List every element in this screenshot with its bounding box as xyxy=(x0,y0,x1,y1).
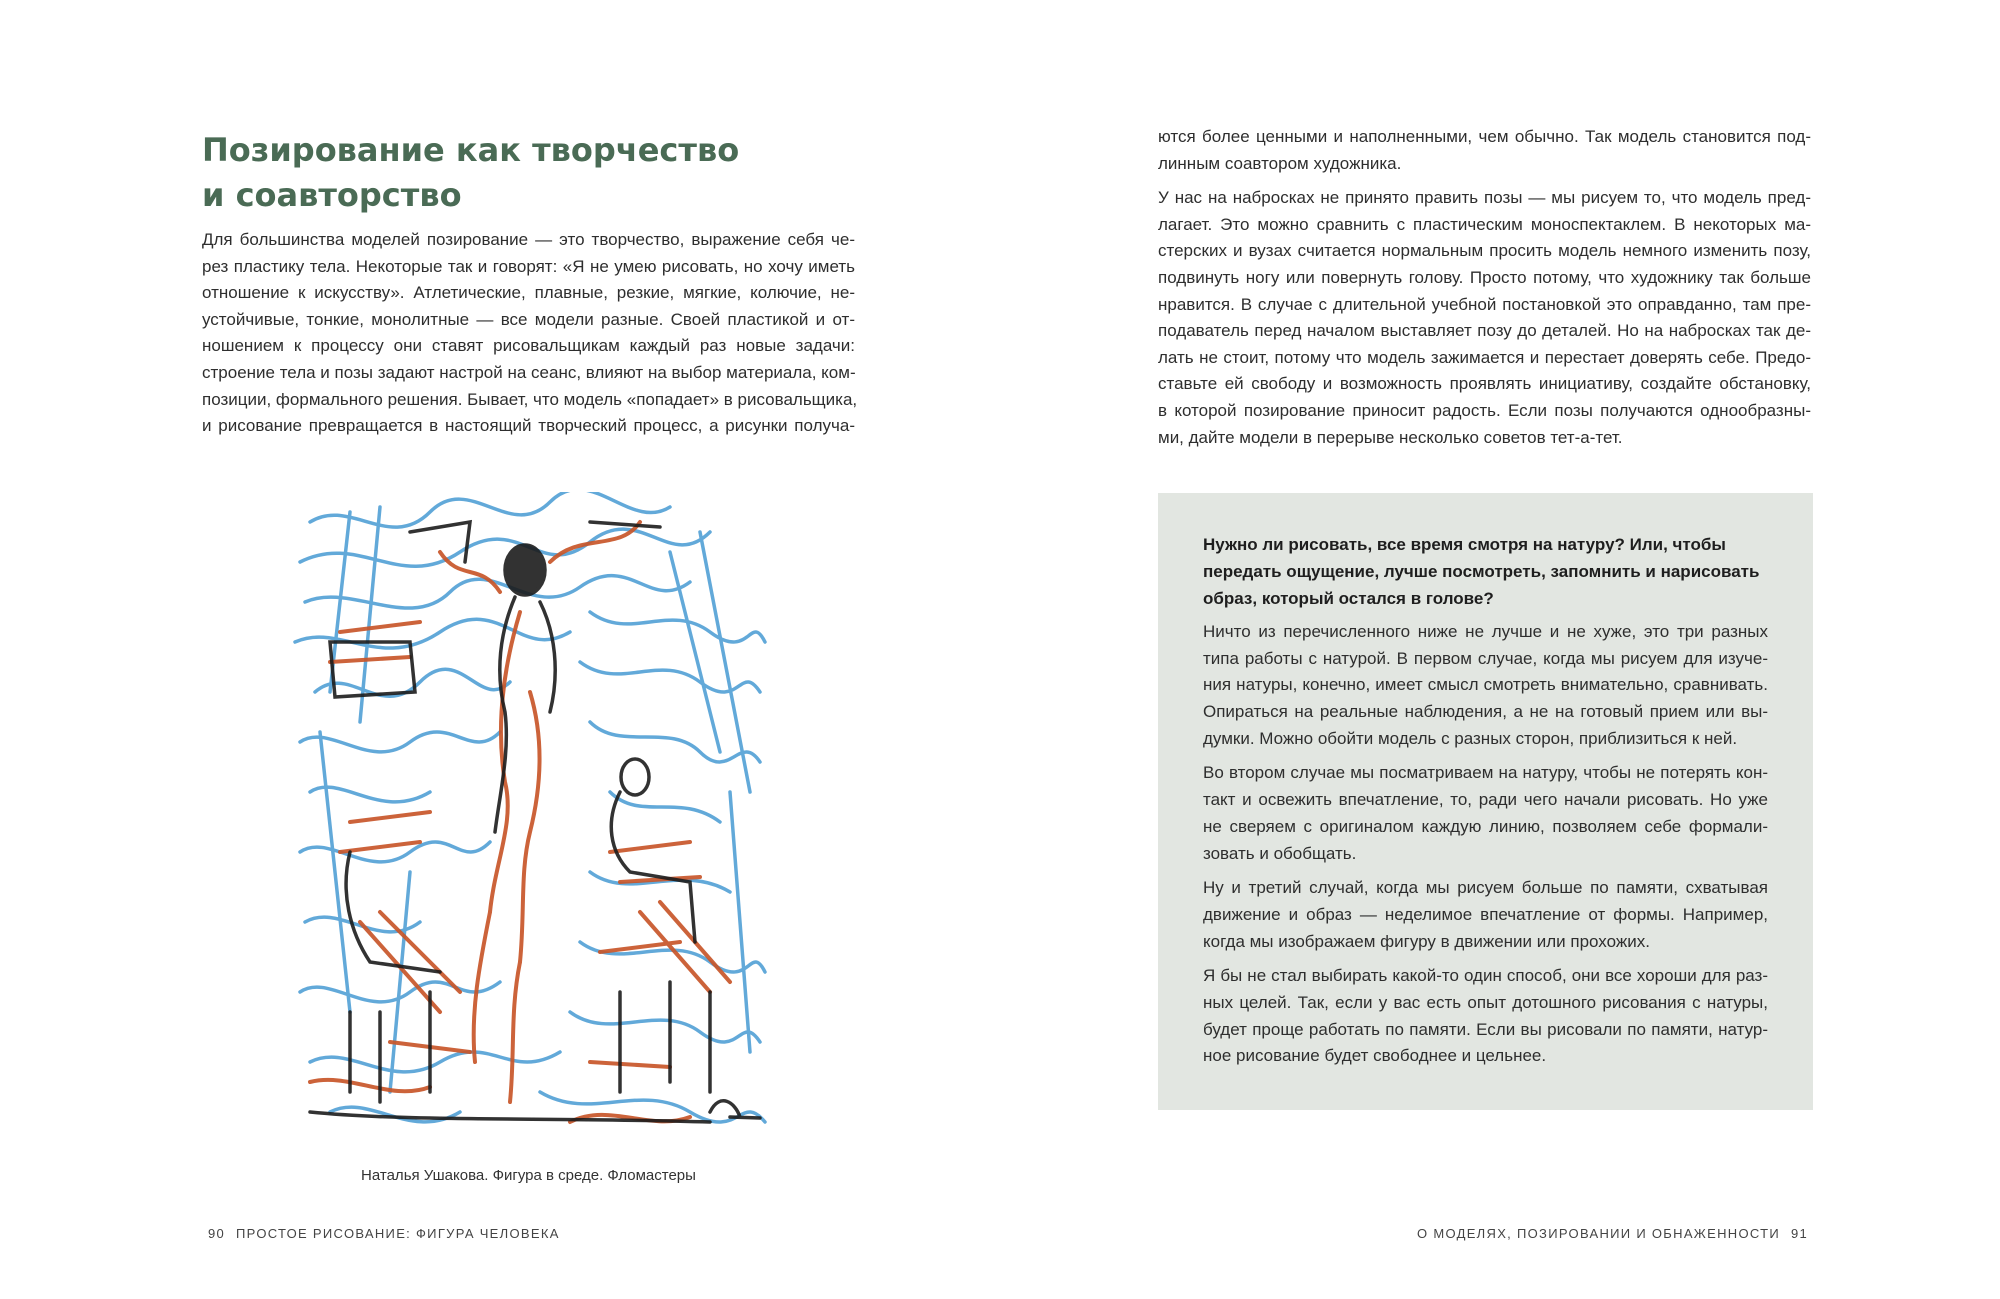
text-line: стерских и вузах считается нормальным просить модель немного изменить позу, xyxy=(1158,241,1811,261)
text-line: нравится. В случае с длительной учебной постановкой это оправданно, там пре- xyxy=(1158,294,1811,314)
text-line: Ничто из перечисленного ниже не лучше и не хуже, это три разных xyxy=(1203,622,1768,641)
text-line: позиции, формального решения. Бывает, что модель «попадает» в рисовальщика, xyxy=(202,389,858,409)
text-line: Во втором случае мы посматриваем на натуру, чтобы не потерять кон- xyxy=(1203,763,1768,783)
question-line: Нужно ли рисовать, все время смотря на натуру? Или, чтобы xyxy=(1203,535,1726,554)
text-line: лать не стоит, потому что модель зажимается и перестает доверять себе. Предо- xyxy=(1158,347,1811,367)
text-line: подаватель перед началом выставляет позу до деталей. Но на набросках так де- xyxy=(1158,321,1811,341)
page-number-left: 90 xyxy=(208,1226,226,1241)
text-line: строение тела и позы задают настрой на сеанс, влияют на выбор материала, ком- xyxy=(202,362,856,382)
text-line: отношение к искусству». Атлетические, плавные, резкие, мягкие, колючие, не- xyxy=(202,283,855,303)
sidebar-answer xyxy=(1203,619,1768,1070)
text-line: Для большинства моделей позирование — это творчество, выражение себя че- xyxy=(202,230,855,249)
sketch-black-strokes xyxy=(310,522,760,1122)
text-line: не сверяем с оригиналом каждую линию, позволяем себе формали- xyxy=(1203,816,1768,836)
text-line: ное рисование будет свободнее и цельнее. xyxy=(1203,1046,1547,1066)
right-body-text xyxy=(1158,124,1811,451)
text-line: ются более ценными и наполненными, чем обычно. Так модель становится под- xyxy=(1158,127,1811,146)
intro-paragraph xyxy=(202,227,858,440)
question-line: передать ощущение, лучше посмотреть, запомнить и нарисовать xyxy=(1203,562,1760,581)
text-line: движение и образ — неделимое впечатление от формы. Например, xyxy=(1203,904,1768,924)
text-line: У нас на набросках не принято править позы — мы рисуем то, что модель пред- xyxy=(1158,188,1811,208)
text-line: и рисование превращается в настоящий творческий процесс, а рисунки получа- xyxy=(202,416,855,436)
sidebar-question xyxy=(1203,531,1768,612)
text-line: ношением к процессу они ставят рисовальщикам каждый раз новые задачи: xyxy=(202,336,855,356)
text-line: ных целей. Так, если у вас есть опыт дотошного рисования с натуры, xyxy=(1203,992,1768,1012)
chapter-heading xyxy=(202,128,842,218)
text-line: когда мы изображаем фигуру в движении или прохожих. xyxy=(1203,931,1650,951)
page-number-right: 91 xyxy=(1790,1226,1808,1241)
text-line: подвинуть ногу или повернуть голову. Просто потому, что художнику так больше xyxy=(1158,267,1811,287)
text-line: в которой позирование приносит радость. Если позы получаются однообразны- xyxy=(1158,400,1811,420)
text-line: зовать и обобщать. xyxy=(1203,843,1357,863)
illustration-caption: Наталья Ушакова. Фигура в среде. Фломастеры xyxy=(361,1167,696,1184)
footer-right xyxy=(1417,1226,1814,1241)
text-line: лагает. Это можно сравнить с пластическим моноспектаклем. В некоторых ма- xyxy=(1158,214,1811,234)
text-line: такт и освежить впечатление, то, ради чего начали рисовать. Но уже xyxy=(1203,790,1768,810)
text-line: Опираться на реальные наблюдения, а не на готовый прием или вы- xyxy=(1203,702,1768,722)
sidebar-box xyxy=(1158,493,1813,1110)
text-line: ми, дайте модели в перерыве несколько советов тет-а-тет. xyxy=(1158,427,1623,447)
heading-line-1: Позирование как творчество xyxy=(202,131,740,169)
footer-left xyxy=(202,1226,560,1241)
text-line: ставьте ей свободу и возможность проявлять инициативу, создайте обстановку, xyxy=(1158,374,1811,394)
figure-sketch-illustration xyxy=(290,492,772,1149)
chapter-title: О МОДЕЛЯХ, ПОЗИРОВАНИИ И ОБНАЖЕННОСТИ xyxy=(1417,1226,1781,1241)
text-line: будет проще работать по памяти. Если вы рисовали по памяти, натур- xyxy=(1203,1019,1768,1039)
book-title: ПРОСТОЕ РИСОВАНИЕ: ФИГУРА ЧЕЛОВЕКА xyxy=(235,1226,560,1241)
text-line: линным соавтором художника. xyxy=(1158,153,1402,173)
heading-line-2: и соавторство xyxy=(202,176,462,214)
text-line: Я бы не стал выбирать какой-то один способ, они все хороши для раз- xyxy=(1203,966,1768,986)
question-line: образ, который остался в голове? xyxy=(1203,589,1494,608)
text-line: ния натуры, конечно, имеет смысл смотреть внимательно, сравнивать. xyxy=(1203,675,1768,695)
text-line: думки. Можно обойти модель с разных сторон, приблизиться к ней. xyxy=(1203,728,1738,748)
text-line: типа работы с натурой. В первом случае, когда мы рисуем для изуче- xyxy=(1203,648,1768,668)
text-line: рез пластику тела. Некоторые так и говорят: «Я не умею рисовать, но хочу иметь xyxy=(202,256,855,276)
text-line: устойчивые, тонкие, монолитные — все модели разные. Своей пластикой и от- xyxy=(202,309,855,329)
text-line: Ну и третий случай, когда мы рисуем больше по памяти, схватывая xyxy=(1203,878,1768,898)
sketch-orange-strokes xyxy=(310,522,730,1122)
